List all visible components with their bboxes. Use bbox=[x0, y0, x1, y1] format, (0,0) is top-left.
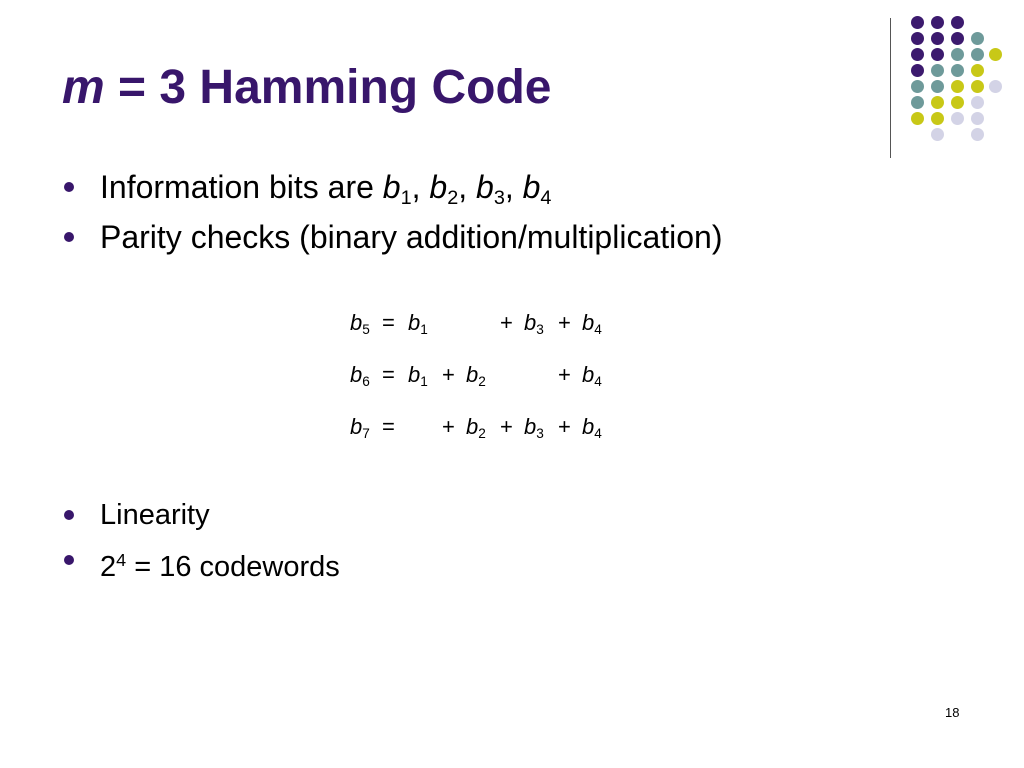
decorative-dot bbox=[911, 16, 924, 29]
decorative-dot bbox=[951, 32, 964, 45]
term-var: b bbox=[524, 414, 537, 439]
bullet-dot-icon bbox=[64, 182, 74, 192]
term-var: b bbox=[466, 414, 479, 439]
equation-term bbox=[466, 412, 486, 449]
bit-var: b bbox=[522, 169, 541, 205]
equation-operator: + bbox=[442, 362, 455, 387]
equation-operator: + bbox=[558, 414, 571, 439]
equation-lhs bbox=[350, 360, 370, 397]
term-sub: 7 bbox=[362, 426, 370, 442]
bullet-text: Information bits are bbox=[100, 169, 383, 205]
term-var: b bbox=[524, 310, 537, 335]
decorative-dot bbox=[911, 96, 924, 109]
equation-term bbox=[582, 360, 602, 397]
decorative-dot bbox=[989, 48, 1002, 61]
equation-term bbox=[582, 308, 602, 345]
term-var: b bbox=[466, 362, 479, 387]
bullet-information-bits bbox=[62, 166, 722, 216]
decorative-dot bbox=[931, 112, 944, 125]
decorative-dot bbox=[931, 32, 944, 45]
bit-var: b bbox=[476, 169, 494, 205]
bullet-codewords bbox=[62, 540, 340, 585]
decorative-dot bbox=[951, 80, 964, 93]
bit-sub: 1 bbox=[400, 186, 412, 209]
term-sub: 2 bbox=[478, 426, 486, 442]
term-sub: 4 bbox=[594, 322, 602, 338]
decorative-dot bbox=[931, 16, 944, 29]
equation-operator: + bbox=[558, 310, 571, 335]
term-var: b bbox=[350, 362, 363, 387]
term-sub: 4 bbox=[594, 374, 602, 390]
term-var: b bbox=[350, 414, 363, 439]
equation-operator: = bbox=[382, 310, 395, 335]
power-base: 2 bbox=[100, 550, 117, 583]
term-sub: 2 bbox=[478, 374, 486, 390]
bullet-text: Parity checks (binary addition/multiplication) bbox=[100, 219, 723, 255]
bit-sub: 4 bbox=[540, 186, 552, 209]
decorative-dot bbox=[911, 112, 924, 125]
bit-sep: , bbox=[504, 169, 523, 205]
bullet-text: Linearity bbox=[100, 499, 210, 531]
title-equals: = bbox=[104, 61, 160, 114]
term-var: b bbox=[350, 310, 363, 335]
term-var: b bbox=[582, 414, 595, 439]
decorative-dot bbox=[971, 112, 984, 125]
decorative-dot bbox=[911, 32, 924, 45]
decorative-dot bbox=[931, 96, 944, 109]
bullet-dot-icon bbox=[64, 232, 74, 242]
decorative-dot bbox=[911, 64, 924, 77]
equation-lhs bbox=[350, 412, 370, 449]
decorative-dot bbox=[951, 64, 964, 77]
decorative-dot bbox=[951, 48, 964, 61]
bullet-text: = 16 codewords bbox=[126, 550, 340, 583]
power-exponent: 4 bbox=[116, 550, 127, 570]
term-sub: 6 bbox=[362, 374, 370, 390]
decorative-dot bbox=[951, 112, 964, 125]
top-bullet-list bbox=[62, 166, 722, 266]
decorative-dot bbox=[951, 16, 964, 29]
term-var: b bbox=[582, 362, 595, 387]
equation-operator: = bbox=[382, 362, 395, 387]
title-text: 3 Hamming Code bbox=[159, 61, 552, 114]
term-sub: 5 bbox=[362, 322, 370, 338]
decorative-dot bbox=[971, 64, 984, 77]
term-sub: 1 bbox=[420, 322, 428, 338]
page-number: 18 bbox=[945, 705, 960, 720]
decorative-dot bbox=[971, 48, 984, 61]
decorative-divider bbox=[890, 18, 891, 158]
equation-operator: + bbox=[442, 414, 455, 439]
equation-term bbox=[524, 412, 544, 449]
equation-term bbox=[582, 412, 602, 449]
equation-term bbox=[408, 308, 428, 345]
bit-var: b bbox=[429, 169, 448, 205]
bit-sep: , bbox=[411, 169, 430, 205]
term-var: b bbox=[582, 310, 595, 335]
bit-var: b bbox=[382, 169, 401, 205]
equation-operator: + bbox=[500, 414, 513, 439]
decorative-dot bbox=[931, 128, 944, 141]
term-var: b bbox=[408, 310, 421, 335]
equation-operator: = bbox=[382, 414, 395, 439]
title-variable: m bbox=[62, 61, 105, 114]
decorative-dot bbox=[971, 32, 984, 45]
decorative-dot bbox=[931, 80, 944, 93]
bit-sub: 2 bbox=[447, 186, 459, 209]
equation-operator: + bbox=[500, 310, 513, 335]
bullet-linearity bbox=[62, 495, 340, 540]
term-sub: 3 bbox=[536, 322, 544, 338]
bit-sep: , bbox=[458, 169, 477, 205]
decorative-dot bbox=[931, 48, 944, 61]
term-var: b bbox=[408, 362, 421, 387]
bullet-dot-icon bbox=[64, 510, 74, 520]
bit-sub: 3 bbox=[493, 186, 505, 209]
term-sub: 4 bbox=[594, 426, 602, 442]
decorative-dot bbox=[971, 96, 984, 109]
equation-term bbox=[408, 360, 428, 397]
decorative-dot bbox=[989, 80, 1002, 93]
slide-title bbox=[62, 60, 551, 115]
bottom-bullet-list bbox=[62, 495, 340, 585]
bullet-parity-checks bbox=[62, 216, 722, 266]
term-sub: 3 bbox=[536, 426, 544, 442]
decorative-dot bbox=[931, 64, 944, 77]
equation-term bbox=[466, 360, 486, 397]
equation-term bbox=[524, 308, 544, 345]
decorative-dot bbox=[911, 80, 924, 93]
decorative-dot bbox=[911, 48, 924, 61]
bullet-dot-icon bbox=[64, 555, 74, 565]
decorative-dot bbox=[971, 128, 984, 141]
equation-lhs bbox=[350, 308, 370, 345]
decorative-dot bbox=[951, 96, 964, 109]
term-sub: 1 bbox=[420, 374, 428, 390]
equation-operator: + bbox=[558, 362, 571, 387]
decorative-dot bbox=[971, 80, 984, 93]
